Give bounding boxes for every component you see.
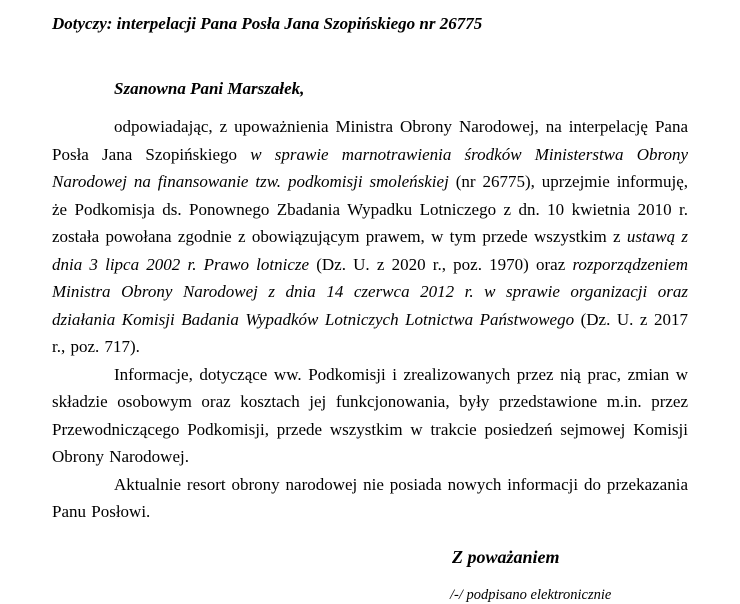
- paragraph-information: Informacje, dotyczące ww. Podkomisji i zrealizowanych przez nią prac, zmian w składzie osobowym oraz kosztach jej funkcjonowania, były przedstawione m.in. przez Przewodniczącego Podkomisji, przede wszystkim w trakcie posiedzeń sejmowej Komisji Obrony Narodowej.: [52, 364, 688, 466]
- signature-note: /-/ podpisano elektronicznie: [450, 586, 612, 603]
- closing-phrase: Z poważaniem: [452, 546, 560, 567]
- paragraph-conclusion: Aktualnie resort obrony narodowej nie posiada nowych informacji do przekazania Panu Posłowi.: [52, 474, 688, 521]
- subject-line: Dotyczy: interpelacji Pana Posła Jana Szopińskiego nr 26775: [52, 14, 483, 33]
- salutation: Szanowna Pani Marszałek,: [114, 79, 305, 98]
- closing-block: [452, 545, 688, 604]
- letter-body: [52, 113, 688, 526]
- paragraph-response-intro: odpowiadając, z upoważnienia Ministra Obrony Narodowej, na interpelację Pana Posła Jana Szopińskiego w sprawie marnotrawienia środków Ministerstwa Obrony Narodowej na finansowanie tzw. podkomisji smoleńskiej (nr 26775), uprzejmie informuję, że Podkomisja ds. Ponownego Zbadania Wypadku Lotniczego z dn. 10 kwietnia 2010 r. została powołana zgodnie z obowiązującym prawem, w tym przede wszystkim z ustawą z dnia 3 lipca 2002 r. Prawo lotnicze (Dz. U. z 2020 r., poz. 1970) oraz rozporządzeniem Ministra Obrony Narodowej z dnia 14 czerwca 2012 r. w sprawie organizacji oraz działania Komisji Badania Wypadków Lotniczych Lotnictwa Państwowego (Dz. U. z 2017 r., poz. 717).: [52, 117, 688, 356]
